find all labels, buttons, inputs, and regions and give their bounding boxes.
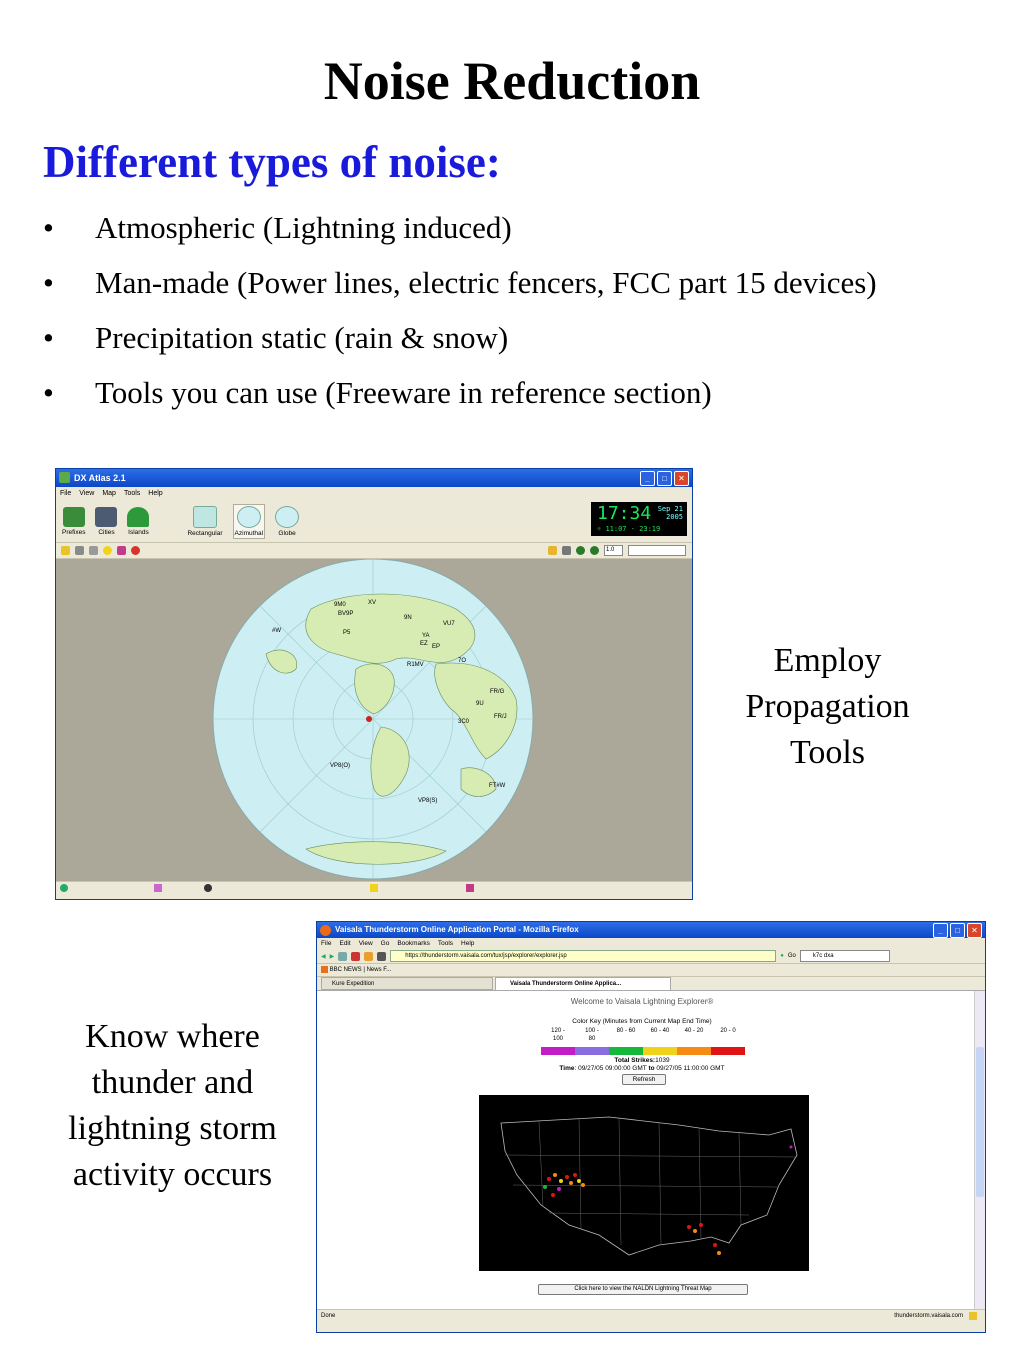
clock-panel <box>591 502 687 536</box>
dx-atlas-title: DX Atlas 2.1 <box>74 473 126 483</box>
tool-label: Prefixes <box>62 528 86 536</box>
prefixes-icon <box>63 507 85 527</box>
map-label: 9U <box>476 701 484 707</box>
cities-icon <box>95 507 117 527</box>
time-to: 09/27/05 11:00:00 GMT <box>656 1065 725 1072</box>
lightning-caption: Know where thunder and lightning storm activity occurs <box>68 1018 277 1193</box>
map-label: P5 <box>343 630 351 636</box>
reload-icon[interactable] <box>338 952 347 961</box>
minimize-button[interactable]: _ <box>640 471 655 486</box>
map-label: #W <box>272 628 281 634</box>
globe-icon <box>275 506 299 528</box>
zoom-field[interactable]: 1.0 <box>604 545 623 556</box>
rectangular-map-icon <box>193 506 217 528</box>
firefox-title: Vaisala Thunderstorm Online Application Portal - Mozilla Firefox <box>335 925 579 934</box>
key-labels-top <box>541 1028 745 1034</box>
zoom-in-icon[interactable] <box>576 546 585 555</box>
tool-islands[interactable] <box>127 507 149 536</box>
tab-vaisala[interactable]: Vaisala Thunderstorm Online Applica... <box>495 977 671 990</box>
rainbow-status-icon <box>466 884 474 892</box>
key-swatch <box>541 1047 575 1055</box>
menu-bookmarks[interactable]: Bookmarks <box>397 940 430 947</box>
bullet-text: Atmospheric (Lightning induced) <box>95 210 512 245</box>
map-label: 3C0 <box>458 719 470 725</box>
globe-status-icon <box>60 884 68 892</box>
key-swatch <box>575 1047 609 1055</box>
tool-rectangular[interactable] <box>187 506 222 537</box>
key-swatch <box>711 1047 745 1055</box>
menu-tools[interactable]: Tools <box>437 940 454 947</box>
tab-strip <box>317 976 985 990</box>
bookmark-item[interactable]: BBC NEWS | News F... <box>329 967 392 973</box>
scrollbar[interactable] <box>974 991 985 1309</box>
map-label: VP8(O) <box>330 763 351 769</box>
map-label: EP <box>432 644 441 650</box>
map-label: FT#W <box>489 783 506 789</box>
key-swatch <box>609 1047 643 1055</box>
home-icon[interactable] <box>364 952 373 961</box>
firefox-window <box>316 921 986 1333</box>
clock-sun-times: 11:07 - 23:19 <box>605 525 661 533</box>
key-label: 120 - <box>551 1028 565 1034</box>
time-range <box>317 1065 967 1072</box>
bullet-text: Tools you can use (Freeware in reference section) <box>95 375 712 410</box>
clock-date <box>658 505 683 521</box>
menu-help[interactable]: Help <box>461 940 475 947</box>
firefox-titlebar[interactable] <box>317 922 985 938</box>
status-domain: thunderstorm.vaisala.com <box>894 1313 963 1319</box>
menu-tools[interactable]: Tools <box>123 490 141 497</box>
back-icon[interactable]: ◀ <box>321 953 326 960</box>
bullet-dot: • <box>43 320 54 355</box>
key-label: 20 - 0 <box>720 1028 736 1034</box>
key-label: 80 - 60 <box>616 1028 636 1034</box>
to-label: to <box>648 1065 655 1072</box>
key-label: 80 <box>588 1036 596 1042</box>
firefox-statusbar <box>317 1309 985 1322</box>
zoom-out-icon[interactable] <box>590 546 599 555</box>
map-label: VU7 <box>443 621 455 627</box>
clock-status-icon <box>204 884 212 892</box>
page-heading: Welcome to Vaisala Lightning Explorer® <box>570 997 714 1006</box>
dx-statusbar <box>56 881 692 894</box>
pin-icon[interactable] <box>131 546 140 555</box>
grid-icon[interactable] <box>75 546 84 555</box>
map-area[interactable] <box>56 559 692 881</box>
dx-atlas-window <box>55 468 693 900</box>
layer-icon[interactable] <box>61 546 70 555</box>
map-label: FR/G <box>490 689 505 695</box>
lightning-map[interactable] <box>479 1095 809 1271</box>
azimuthal-map[interactable] <box>56 559 690 881</box>
total-strikes-label: Total Strikes: <box>614 1057 656 1064</box>
map-label: FR/J <box>494 714 507 720</box>
bullet-item <box>0 370 960 415</box>
menu-view[interactable]: View <box>79 490 95 497</box>
map-label: 9M0 <box>334 602 346 608</box>
maximize-button[interactable]: □ <box>950 923 965 938</box>
forward-icon[interactable]: ▶ <box>329 953 335 960</box>
menu-file[interactable]: File <box>60 490 72 497</box>
color-key-title: Color Key (Minutes from Current Map End Time) <box>572 1018 712 1025</box>
close-button[interactable]: ✕ <box>674 471 689 486</box>
total-strikes-value: 1039 <box>655 1057 670 1064</box>
tab-kure[interactable]: Kure Expedition <box>321 977 493 990</box>
dx-small-toolbar <box>56 542 692 559</box>
time-label: Time <box>559 1065 575 1072</box>
tool-prefixes[interactable] <box>62 507 85 536</box>
bullet-dot: • <box>43 265 54 300</box>
qth-marker <box>366 716 372 722</box>
bullet-text: Man-made (Power lines, electric fencers, FCC part 15 devices) <box>95 265 877 300</box>
dx-toolbar <box>56 500 692 542</box>
print-icon[interactable] <box>377 952 386 961</box>
bullet-item <box>0 315 960 360</box>
clock-date-line2: 2005 <box>666 513 683 521</box>
us-map <box>479 1095 809 1271</box>
time-from: : 09/27/05 09:00:00 GMT <box>574 1065 647 1072</box>
total-strikes <box>317 1057 967 1064</box>
page-content <box>317 990 985 1309</box>
sun-icon[interactable] <box>103 546 112 555</box>
tool-label: Globe <box>278 529 296 537</box>
slide-title: Noise Reduction <box>323 51 701 111</box>
key-swatch <box>643 1047 677 1055</box>
azimuthal-map-icon <box>237 506 261 528</box>
url-bar[interactable] <box>390 950 776 962</box>
menu-view[interactable]: View <box>358 940 373 947</box>
menu-help[interactable]: Help <box>148 490 163 497</box>
url-text: https://thunderstorm.vaisala.com/tux/jsp/explorer/explorer.jsp <box>405 953 567 959</box>
go-label[interactable]: Go <box>787 953 796 959</box>
menu-map[interactable]: Map <box>102 490 116 497</box>
bullet-list <box>0 205 960 425</box>
map-label: 7O <box>458 658 467 664</box>
firefox-icon <box>320 925 331 936</box>
color-key-bar <box>541 1047 745 1055</box>
tool-label: Rectangular <box>187 529 223 537</box>
map-label: BV9P <box>338 611 354 617</box>
tool-globe[interactable] <box>275 506 299 537</box>
menu-edit[interactable]: Edit <box>339 940 351 947</box>
state-borders <box>505 1119 797 1245</box>
maximize-button[interactable]: □ <box>657 471 672 486</box>
naldn-button[interactable]: Click here to view the NALDN Lightning Threat Map <box>538 1284 748 1295</box>
map-label: R1MV <box>407 662 424 668</box>
rainbow-icon[interactable] <box>117 546 126 555</box>
firefox-menubar <box>317 938 985 949</box>
search-input[interactable]: k7c dxa <box>800 950 890 962</box>
palm-tree-icon <box>127 507 149 527</box>
map-label: YA <box>422 633 430 639</box>
bullet-item <box>0 205 960 250</box>
tool-cities[interactable] <box>95 507 117 536</box>
app-icon <box>59 472 70 483</box>
bell-icon[interactable] <box>89 546 98 555</box>
refresh-button[interactable]: Refresh <box>622 1074 666 1085</box>
bullet-dot: • <box>43 375 54 410</box>
dx-atlas-titlebar[interactable] <box>56 469 692 487</box>
go-icon[interactable]: ● <box>780 953 784 959</box>
slide-subtitle: Different types of noise: <box>43 137 501 187</box>
rss-icon <box>321 966 328 973</box>
bullet-text: Precipitation static (rain & snow) <box>95 320 509 355</box>
lock-icon <box>969 1312 977 1320</box>
close-button[interactable]: ✕ <box>967 923 982 938</box>
nav-toolbar <box>317 949 985 963</box>
status-text: Done <box>321 1313 336 1319</box>
map-label: VP8(S) <box>418 798 438 804</box>
stop-icon[interactable] <box>351 952 360 961</box>
menu-go[interactable]: Go <box>380 940 390 947</box>
sun-status-icon <box>370 884 378 892</box>
key-label: 40 - 20 <box>684 1028 704 1034</box>
map-label: EZ <box>420 641 428 647</box>
grid-status-icon <box>154 884 162 892</box>
key-label: 100 - <box>585 1028 599 1034</box>
menu-file[interactable]: File <box>321 940 332 947</box>
search-field[interactable] <box>628 545 686 556</box>
map-label: 9N <box>404 615 412 621</box>
key-label: 100 <box>552 1036 563 1042</box>
key-swatch <box>677 1047 711 1055</box>
minimize-button[interactable]: _ <box>933 923 948 938</box>
clock-time: 17:34 <box>597 503 652 524</box>
key-label: 60 - 40 <box>650 1028 670 1034</box>
map-label: XV <box>368 600 377 606</box>
bullet-item <box>0 260 960 305</box>
pen-icon[interactable] <box>548 546 557 555</box>
tool-label: Islands <box>128 528 149 536</box>
clock-date-line1: Sep 21 <box>657 505 683 513</box>
tool-label: Cities <box>98 528 115 536</box>
key-labels-bottom <box>541 1036 745 1042</box>
propagation-caption: Employ Propagation Tools <box>745 642 910 771</box>
bookmarks-bar <box>317 963 985 976</box>
dx-menubar <box>56 487 692 500</box>
tool-label: Azimuthal <box>234 529 264 537</box>
move-icon[interactable] <box>562 546 571 555</box>
scrollbar-thumb[interactable] <box>976 1047 984 1197</box>
bullet-dot: • <box>43 210 54 245</box>
tool-azimuthal[interactable] <box>233 504 266 539</box>
clock-sun: ☼ 11:07 - 23:19 <box>597 525 661 533</box>
